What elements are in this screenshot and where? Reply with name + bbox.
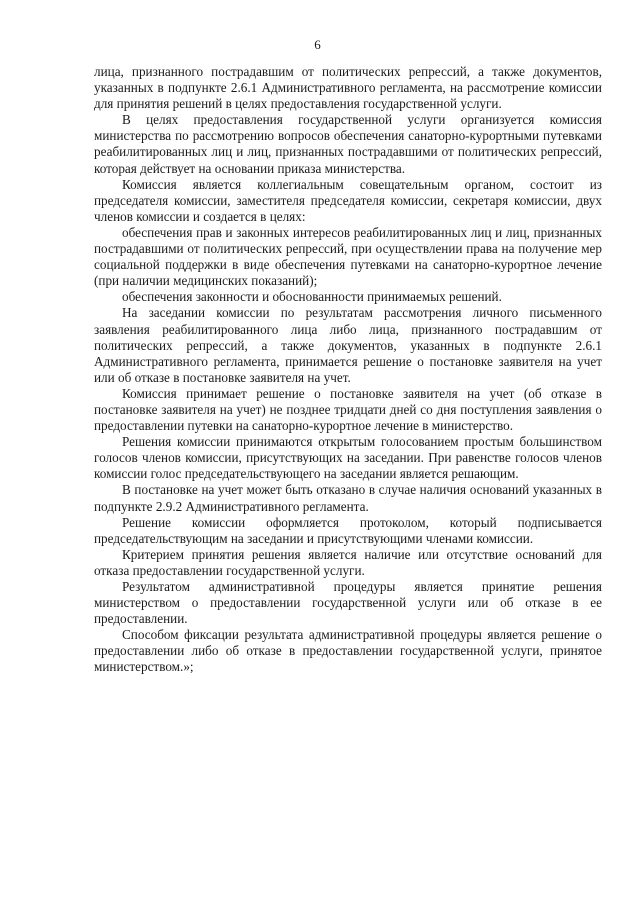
paragraph-purpose-rights: обеспечения прав и законных интересов реабилитированных лиц и лиц, признанных пострадавшими от политических репрессий, при осуществлении права на получение мер социальной поддержки в виде обеспечения путевками на санаторно-курортное лечение (при наличии медицинских показаний); <box>94 224 602 289</box>
paragraph-commission-formation: В целях предоставления государственной услуги организуется комиссия министерства по рассмотрению вопросов обеспечения санаторно-курортными путевками реабилитированных лиц и лиц, признанных пострадавшими от политических репрессий, которая действует на основании приказа министерства. <box>94 112 602 176</box>
paragraph-decision-deadline: Комиссия принимает решение о постановке заявителя на учет (об отказе в постановке заявителя на учет) не позднее тридцати дней со дня поступления заявления о предоставлении путевки на санаторно-курортное лечение в министерство. <box>94 385 602 434</box>
paragraph-continuation: лица, признанного пострадавшим от политических репрессий, а также документов, указанных в подпункте 2.6.1 Административного регламента, на рассмотрение комиссии для принятия решений в целях предоставления государственной услуги. <box>94 64 602 112</box>
paragraph-commission-composition: Комиссия является коллегиальным совещательным органом, состоит из председателя комиссии, заместителя председателя комиссии, секретаря комиссии, двух членов комиссии и создается в целях: <box>94 176 602 224</box>
page-number: 6 <box>314 37 321 52</box>
paragraph-purpose-legality: обеспечения законности и обоснованности принимаемых решений. <box>122 289 502 305</box>
paragraph-meeting-decision: На заседании комиссии по результатам рассмотрения личного письменного заявления реабилитированного лица либо лица, признанного пострадавшим от политических репрессий, а также документов, указанных в подпункте 2.6.1 Административного регламента, принимается решение о постановке заявителя на учет или об отказе в постановке заявителя на учет. <box>94 305 602 385</box>
paragraph-criterion: Критерием принятия решения является наличие или отсутствие оснований для отказа предоставлении государственной услуги. <box>94 546 602 578</box>
document-body <box>94 64 602 676</box>
paragraph-fixation: Способом фиксации результата административной процедуры является решение о предоставлении либо об отказе в предоставлении государственной услуги, принятое министерством.»; <box>94 627 602 675</box>
paragraph-refusal: В постановке на учет может быть отказано в случае наличия оснований указанных в подпункте 2.9.2 Административного регламента. <box>94 482 602 514</box>
paragraph-voting: Решения комиссии принимаются открытым голосованием простым большинством голосов членов комиссии, присутствующих на заседании. При равенстве голосов членов комиссии голос председательствующего на заседании является решающим. <box>94 434 602 482</box>
paragraph-protocol: Решение комиссии оформляется протоколом, который подписывается председательствующим на заседании и присутствующими членами комиссии. <box>94 514 602 546</box>
paragraph-result: Результатом административной процедуры является принятие решения министерством о предоставлении государственной услуги или об отказе в ее предоставлении. <box>94 579 602 627</box>
